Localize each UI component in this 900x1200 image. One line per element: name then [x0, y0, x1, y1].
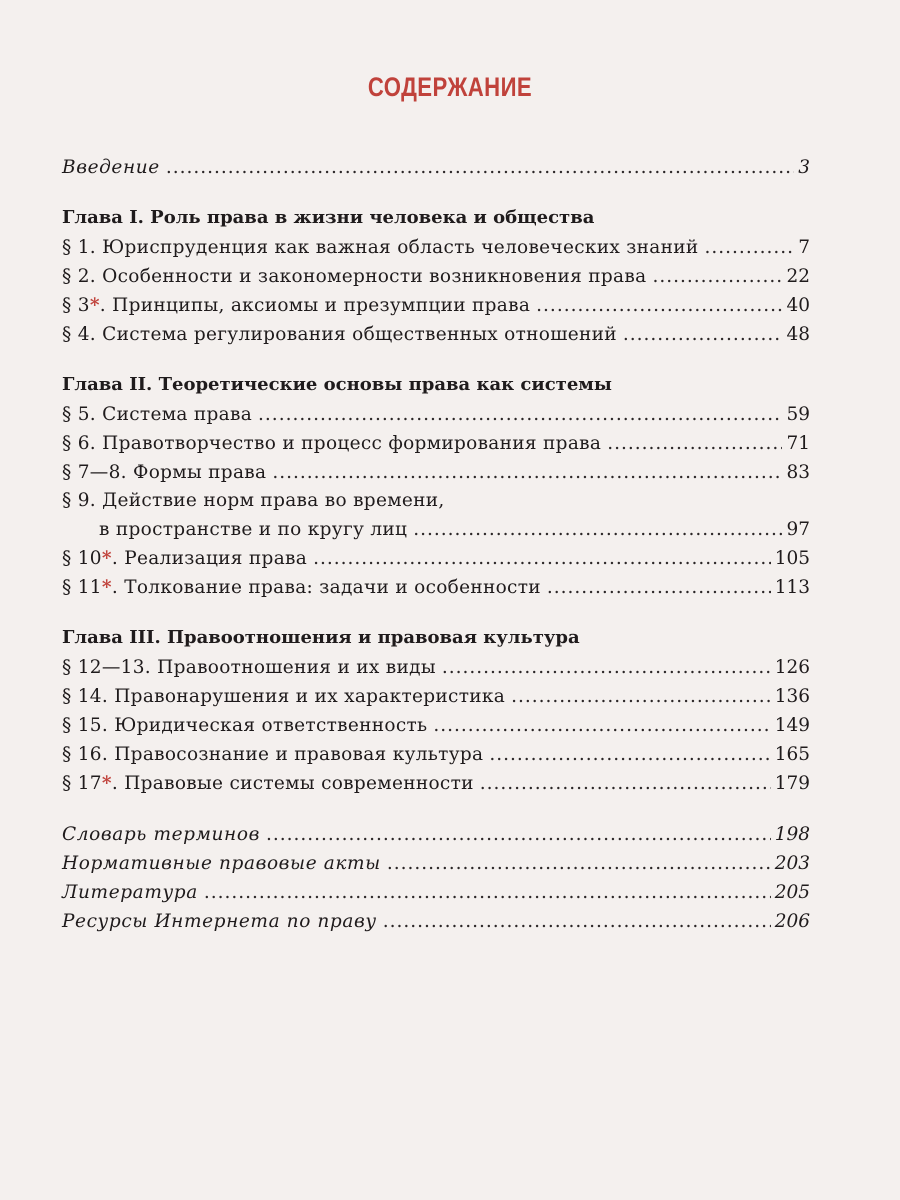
advanced-star-marker: *: [89, 295, 100, 316]
advanced-star-marker: *: [101, 548, 112, 569]
section-title: Формы права: [126, 462, 267, 483]
toc-entry-section: [62, 653, 810, 682]
dot-leader: [489, 740, 770, 769]
section-title: . Правовые системы современности: [111, 773, 474, 794]
section-number: § 16.: [62, 744, 109, 765]
section-title: Правосознание и правовая культура: [108, 744, 484, 765]
dot-leader: [383, 907, 771, 936]
toc-entry-appendix: [62, 820, 810, 849]
chapter-heading-2: Глава II. Теоретические основы права как системы: [62, 374, 612, 395]
toc-entry-appendix: [62, 878, 810, 907]
toc-entry-page: 97: [786, 519, 810, 540]
toc-entry-page: 105: [774, 548, 810, 569]
dot-leader: [387, 849, 771, 878]
toc-entry-section: [62, 233, 810, 262]
section-title: Система права: [95, 404, 253, 425]
section-number: § 15.: [62, 715, 109, 736]
section-title: . Принципы, аксиомы и презумпции права: [99, 295, 531, 316]
section-number: § 9.: [62, 490, 96, 511]
dot-leader: [413, 515, 782, 544]
section-number: § 12—13.: [62, 657, 151, 678]
toc-entry-page: 165: [774, 744, 810, 765]
toc-entry-page: 7: [798, 237, 810, 258]
toc-entry-page: 205: [774, 882, 810, 903]
toc-entry-section: [62, 458, 810, 487]
section-number: § 14.: [62, 686, 109, 707]
dot-leader: [652, 262, 782, 291]
section-title: Юридическая ответственность: [108, 715, 428, 736]
table-of-contents: [62, 153, 810, 936]
toc-entry-section: [62, 320, 810, 349]
chapter-heading-1: Глава I. Роль права в жизни человека и общества: [62, 207, 595, 228]
toc-entry-label: Литература: [62, 882, 198, 903]
toc-entry-section-first-line: [62, 487, 810, 515]
toc-entry-page: 206: [774, 911, 810, 932]
section-number: § 10: [62, 548, 102, 569]
toc-entry-section: [62, 711, 810, 740]
section-title: Правотворчество и процесс формирования права: [95, 433, 602, 454]
spacer: [62, 798, 810, 820]
toc-entry-intro: [62, 153, 810, 182]
section-title: Особенности и закономерности возникновения права: [95, 266, 647, 287]
section-title: . Толкование права: задачи и особенности: [111, 577, 541, 598]
section-number: § 7—8.: [62, 462, 127, 483]
dot-leader: [547, 573, 771, 602]
chapter-heading-3: Глава III. Правоотношения и правовая культура: [62, 627, 580, 648]
advanced-star-marker: *: [101, 773, 112, 794]
toc-entry-page: 179: [774, 773, 810, 794]
section-title: Действие норм права во времени,: [95, 490, 445, 511]
toc-entry-label: Введение: [62, 157, 160, 178]
section-title: Правоотношения и их виды: [151, 657, 436, 678]
section-number: § 6.: [62, 433, 96, 454]
dot-leader: [313, 544, 771, 573]
toc-entry-section: [62, 544, 810, 573]
toc-entry-section: [62, 740, 810, 769]
toc-entry-section: [62, 429, 810, 458]
dot-leader: [511, 682, 771, 711]
toc-entry-page: 71: [786, 433, 810, 454]
toc-entry-section: [62, 400, 810, 429]
toc-entry-page: 22: [786, 266, 810, 287]
dot-leader: [166, 153, 794, 182]
section-number: § 17: [62, 773, 102, 794]
dot-leader: [272, 458, 782, 487]
toc-entry-appendix: [62, 849, 810, 878]
toc-entry-page: 136: [774, 686, 810, 707]
toc-entry-page: 48: [786, 324, 810, 345]
toc-entry-section: [62, 262, 810, 291]
dot-leader: [607, 429, 782, 458]
toc-entry-section-continuation: [62, 515, 810, 544]
section-title: Юриспруденция как важная область человеческих знаний: [95, 237, 699, 258]
dot-leader: [258, 400, 782, 429]
toc-entry-page: 203: [774, 853, 810, 874]
toc-entry-appendix: [62, 907, 810, 936]
toc-entry-label: Словарь терминов: [62, 824, 260, 845]
toc-entry-section: [62, 682, 810, 711]
section-number: § 5.: [62, 404, 96, 425]
section-title: . Реализация права: [111, 548, 308, 569]
dot-leader: [623, 320, 783, 349]
toc-entry-page: 3: [798, 157, 810, 178]
dot-leader: [266, 820, 771, 849]
section-title-continuation: в пространстве и по кругу лиц: [99, 519, 408, 540]
toc-entry-page: 83: [786, 462, 810, 483]
dot-leader: [536, 291, 782, 320]
toc-entry-page: 113: [774, 577, 810, 598]
toc-entry-section: [62, 573, 810, 602]
toc-entry-label: Ресурсы Интернета по праву: [62, 911, 377, 932]
section-title: Правонарушения и их характеристика: [108, 686, 506, 707]
dot-leader: [442, 653, 771, 682]
toc-entry-section: [62, 291, 810, 320]
dot-leader: [433, 711, 770, 740]
section-title: Система регулирования общественных отношений: [95, 324, 617, 345]
page-title: СОДЕРЖАНИЕ: [367, 72, 533, 102]
section-number: § 4.: [62, 324, 96, 345]
toc-entry-page: 59: [786, 404, 810, 425]
dot-leader: [204, 878, 771, 907]
toc-entry-page: 198: [774, 824, 810, 845]
dot-leader: [480, 769, 771, 798]
toc-entry-page: 126: [774, 657, 810, 678]
toc-entry-page: 40: [786, 295, 810, 316]
toc-entry-page: 149: [774, 715, 810, 736]
section-number: § 11: [62, 577, 102, 598]
section-number: § 2.: [62, 266, 96, 287]
toc-entry-section: [62, 769, 810, 798]
section-number: § 1.: [62, 237, 96, 258]
advanced-star-marker: *: [101, 577, 112, 598]
section-number: § 3: [62, 295, 90, 316]
dot-leader: [705, 233, 795, 262]
toc-entry-label: Нормативные правовые акты: [62, 853, 381, 874]
